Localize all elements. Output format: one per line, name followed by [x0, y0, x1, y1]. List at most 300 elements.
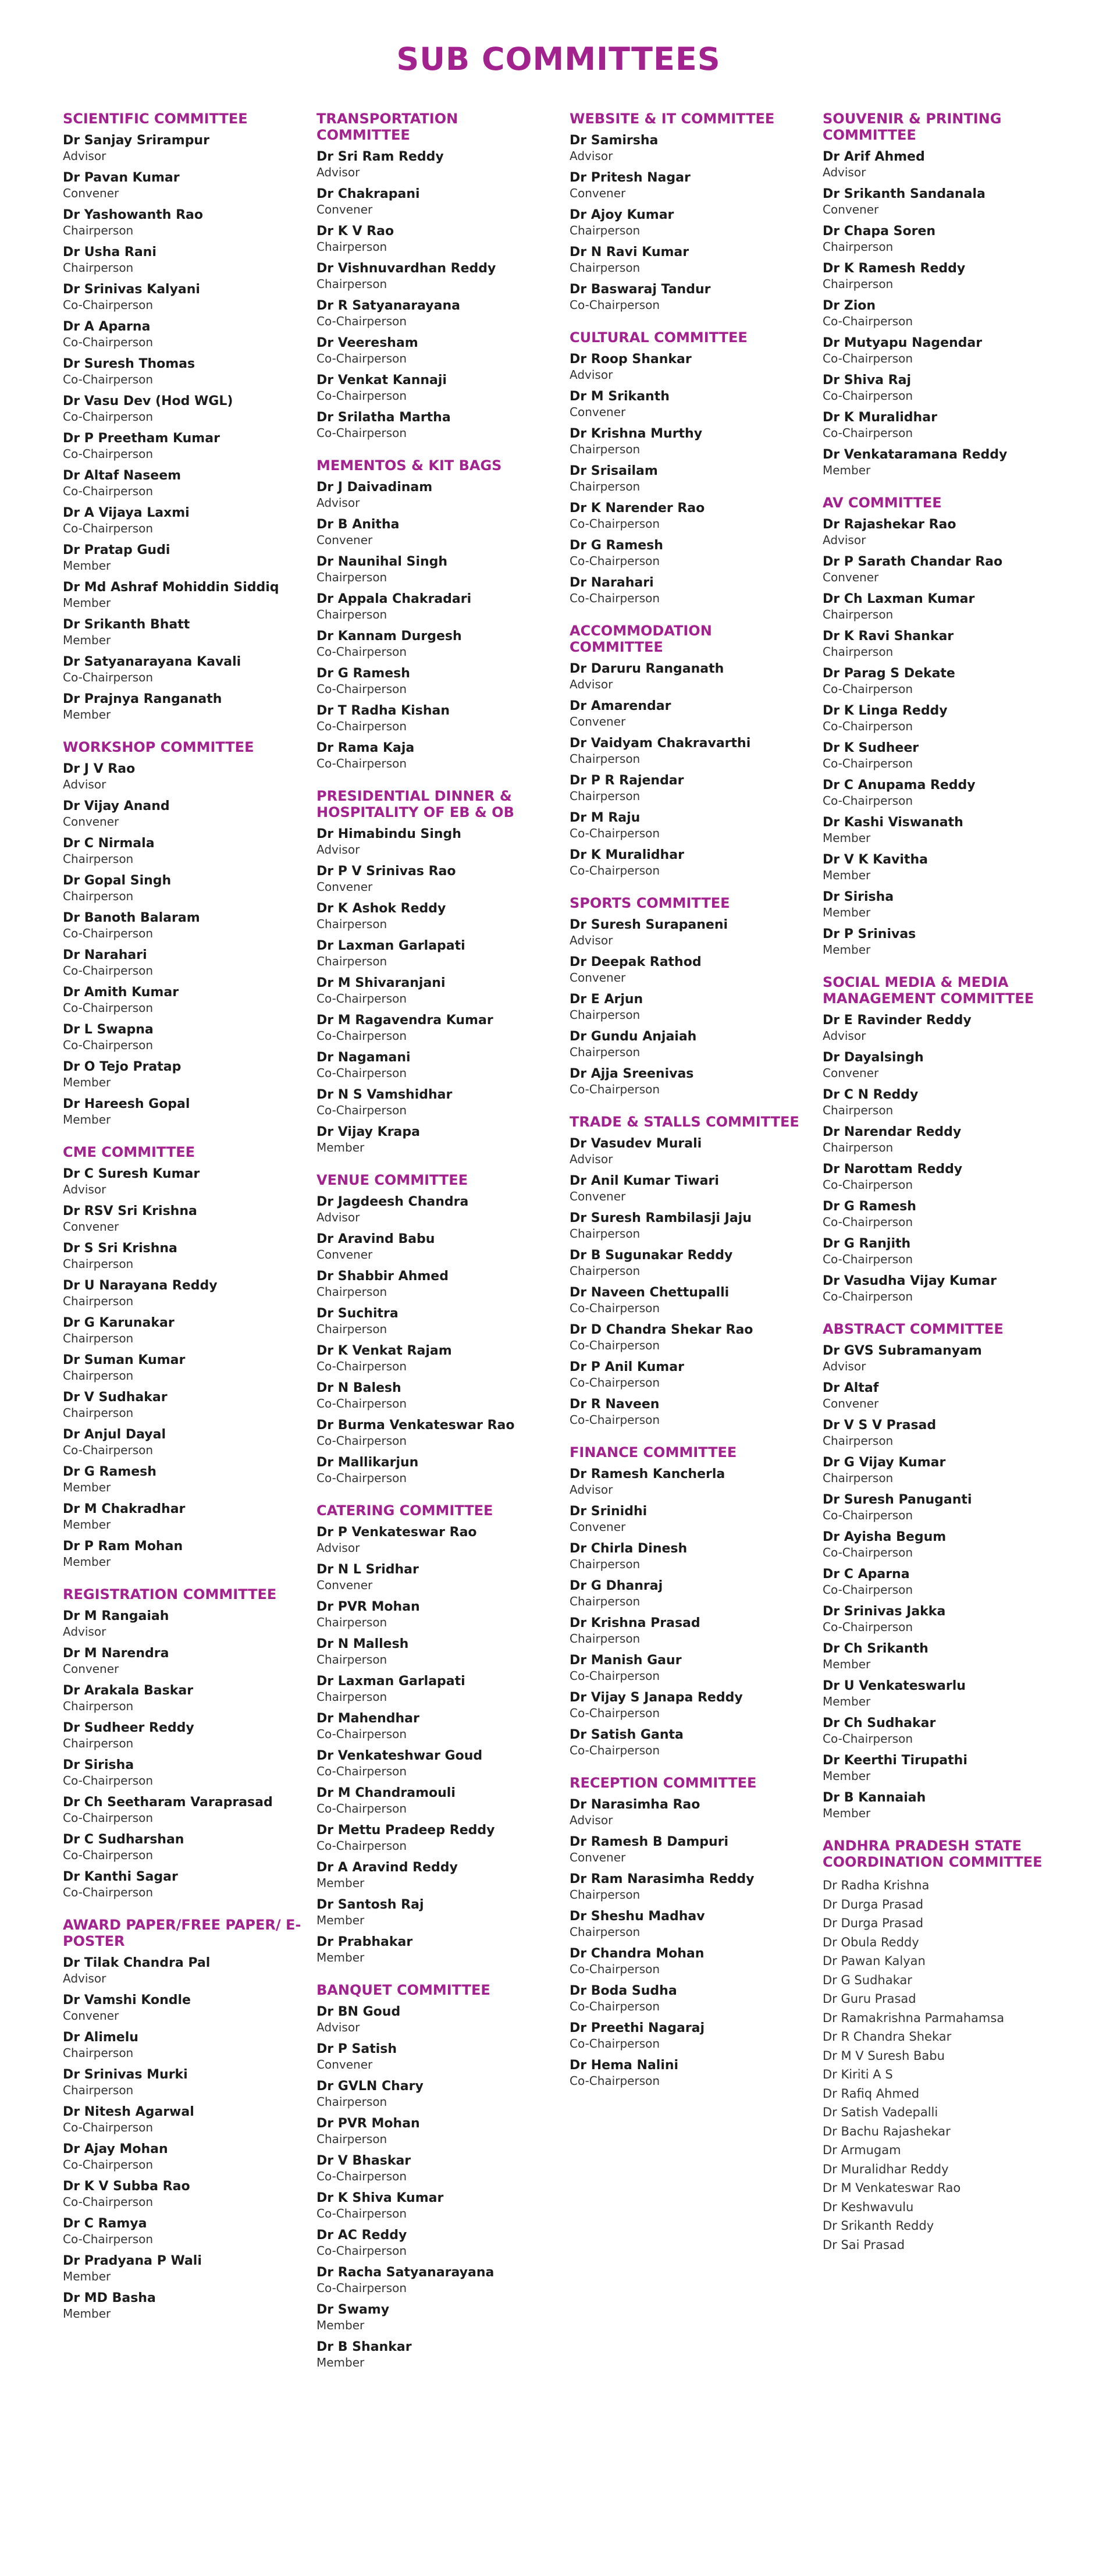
- committee-block: [63, 739, 301, 1127]
- member-entry: [63, 542, 301, 573]
- member-entry: [570, 1397, 808, 1427]
- member-name: Dr Bachu Rajashekar: [823, 2124, 951, 2138]
- member-role: Convener: [63, 186, 119, 200]
- member-role: Member: [63, 1113, 111, 1127]
- member-role: Chairperson: [823, 277, 894, 291]
- member-name: Dr Ramesh B Dampuri: [570, 1835, 729, 1849]
- member-entry: [570, 1029, 808, 1059]
- committee-block: [570, 1444, 808, 1757]
- member-entry: [570, 1173, 808, 1203]
- member-entry: [316, 1012, 555, 1043]
- member-entry: [823, 1417, 1061, 1448]
- member-name: Dr G Ramesh: [316, 666, 410, 681]
- member-name: Dr Venkataramana Reddy: [823, 447, 1008, 462]
- member-name: Dr AC Reddy: [316, 2228, 407, 2243]
- member-name: Dr Kiriti A S: [823, 2067, 893, 2081]
- member-role: Co-Chairperson: [570, 2037, 660, 2051]
- member-entry: [570, 1578, 808, 1608]
- member-entry: [570, 500, 808, 531]
- member-name: Dr G Ramesh: [63, 1465, 156, 1479]
- committee-block: [570, 1114, 808, 1427]
- committee-block: [63, 1917, 301, 2321]
- member-entry: [316, 2302, 555, 2332]
- member-entry: [316, 864, 555, 894]
- member-name: Dr GVLN Chary: [316, 2079, 424, 2094]
- committee-title: REGISTRATION COMMITTEE: [63, 1586, 277, 1603]
- member-name: Dr Chapa Soren: [823, 224, 936, 239]
- member-role: Co-Chairperson: [316, 1727, 407, 1741]
- member-role: Chairperson: [316, 954, 387, 968]
- member-name: Dr C Anupama Reddy: [823, 778, 976, 793]
- member-name: Dr Rafiq Ahmed: [823, 2086, 920, 2101]
- member-name: Dr P V Srinivas Rao: [316, 864, 456, 879]
- member-name: Dr Srinivas Murki: [63, 2067, 188, 2082]
- member-role: Chairperson: [63, 2046, 134, 2060]
- member-role: Member: [63, 596, 111, 610]
- member-entry: [316, 1599, 555, 1629]
- member-entry: [316, 901, 555, 931]
- member-name: Dr C Suresh Kumar: [63, 1167, 200, 1181]
- member-entry: [63, 580, 301, 610]
- member-role: Chairperson: [63, 223, 134, 237]
- member-name: Dr Suman Kumar: [63, 1353, 186, 1367]
- member-role: Convener: [823, 1066, 879, 1080]
- member-role: Advisor: [63, 1625, 106, 1639]
- member-name: Dr Hema Nalini: [570, 2058, 679, 2073]
- member-entry: [316, 740, 555, 770]
- member-role: Member: [316, 1876, 365, 1890]
- member-name: Dr S Sri Krishna: [63, 1241, 177, 1256]
- committee-title: SCIENTIFIC COMMITTEE: [63, 111, 248, 127]
- member-entry: [823, 2103, 1061, 2122]
- member-entry: [823, 554, 1061, 584]
- member-role: Co-Chairperson: [570, 298, 660, 312]
- member-name: Dr N Mallesh: [316, 1637, 409, 1651]
- member-entry: [823, 703, 1061, 733]
- member-name: Dr Radha Krishna: [823, 1878, 930, 1892]
- member-name: Dr D Chandra Shekar Rao: [570, 1323, 753, 1337]
- member-name: Dr K Sudheer: [823, 741, 919, 755]
- member-name: Dr T Radha Kishan: [316, 703, 450, 718]
- member-role: Member: [823, 1657, 871, 1671]
- member-entry: [823, 926, 1061, 957]
- member-role: Member: [63, 1075, 111, 1089]
- member-entry: [63, 244, 301, 275]
- member-name: Dr K V Subba Rao: [63, 2179, 190, 2194]
- member-name: Dr C Ramya: [63, 2216, 147, 2231]
- member-entry: [823, 2046, 1061, 2066]
- member-name: Dr Nagamani: [316, 1050, 411, 1065]
- member-name: Dr E Ravinder Reddy: [823, 1013, 972, 1028]
- committee-column-4: [823, 111, 1061, 2272]
- member-name: Dr M Chandramouli: [316, 1786, 456, 1800]
- member-name: Dr Srikanth Reddy: [823, 2219, 934, 2233]
- committee-block: [823, 495, 1061, 957]
- member-role: Co-Chairperson: [63, 1848, 154, 1862]
- member-name: Dr B Anitha: [316, 517, 400, 532]
- member-name: Dr G Ramesh: [570, 538, 663, 553]
- member-name: Dr Rama Kaja: [316, 741, 415, 755]
- member-entry: [63, 1096, 301, 1127]
- member-role: Advisor: [823, 165, 866, 179]
- member-name: Dr K Linga Reddy: [823, 703, 948, 718]
- member-entry: [316, 2265, 555, 2295]
- member-role: Co-Chairperson: [570, 554, 660, 568]
- member-role: Chairperson: [570, 1925, 641, 1939]
- member-entry: [570, 538, 808, 568]
- member-role: Advisor: [316, 1541, 360, 1555]
- member-entry: [823, 1161, 1061, 1192]
- member-role: Chairperson: [316, 2095, 387, 2109]
- member-role: Advisor: [63, 777, 106, 791]
- member-entry: [316, 1897, 555, 1927]
- member-name: Dr Keshwavulu: [823, 2200, 914, 2214]
- member-role: Co-Chairperson: [63, 2158, 154, 2172]
- member-name: Dr Veeresham: [316, 336, 418, 350]
- member-entry: [823, 1380, 1061, 1410]
- committee-block: [570, 111, 808, 312]
- member-role: Co-Chairperson: [823, 794, 913, 808]
- member-role: Co-Chairperson: [63, 670, 154, 684]
- committee-title: PRESIDENTIAL DINNER & HOSPITALITY OF EB & OB: [316, 788, 514, 820]
- member-name: Dr Narahari: [63, 948, 147, 962]
- member-entry: [316, 628, 555, 659]
- committee-title: TRADE & STALLS COMMITTEE: [570, 1114, 799, 1130]
- member-entry: [570, 773, 808, 803]
- member-entry: [316, 1822, 555, 1853]
- member-name: Dr Obula Reddy: [823, 1935, 919, 1949]
- member-name: Dr P Ram Mohan: [63, 1539, 183, 1554]
- member-name: Dr Altaf: [823, 1381, 879, 1395]
- member-entry: [63, 1832, 301, 1862]
- member-name: Dr J V Rao: [63, 762, 136, 776]
- member-role: Co-Chairperson: [63, 1038, 154, 1052]
- member-entry: [823, 1933, 1061, 1952]
- member-name: Dr Ch Seetharam Varaprasad: [63, 1795, 273, 1810]
- member-role: Co-Chairperson: [570, 1999, 660, 2013]
- member-name: Dr Pradyana P Wali: [63, 2254, 202, 2268]
- member-entry: [823, 1455, 1061, 1485]
- member-name: Dr K Muralidhar: [823, 410, 937, 425]
- member-entry: [823, 1952, 1061, 1971]
- member-entry: [63, 1501, 301, 1532]
- member-role: Convener: [316, 533, 373, 547]
- member-role: Member: [823, 943, 871, 957]
- member-role: Chairperson: [570, 1594, 641, 1608]
- member-entry: [63, 207, 301, 237]
- member-entry: [823, 1715, 1061, 1746]
- committee-title: ABSTRACT COMMITTEE: [823, 1321, 1004, 1337]
- member-role: Chairperson: [570, 261, 641, 275]
- member-name: Dr R Satyanarayana: [316, 299, 460, 313]
- member-name: Dr Aravind Babu: [316, 1232, 435, 1246]
- member-role: Chairperson: [63, 852, 134, 866]
- member-entry: [316, 1194, 555, 1224]
- member-entry: [570, 1983, 808, 2013]
- member-role: Co-Chairperson: [570, 517, 660, 531]
- member-role: Convener: [570, 1850, 626, 1864]
- member-entry: [570, 426, 808, 456]
- member-role: Advisor: [316, 843, 360, 857]
- member-entry: [316, 2078, 555, 2109]
- member-entry: [316, 938, 555, 968]
- member-name: Dr Kannam Durgesh: [316, 629, 462, 644]
- member-role: Co-Chairperson: [570, 1376, 660, 1390]
- member-entry: [823, 1087, 1061, 1117]
- member-role: Chairperson: [63, 1406, 134, 1420]
- member-role: Co-Chairperson: [823, 1732, 913, 1746]
- member-name: Dr Guru Prasad: [823, 1992, 916, 2006]
- committee-title: VENUE COMMITTEE: [316, 1172, 468, 1188]
- member-entry: [570, 1136, 808, 1166]
- member-entry: [316, 2041, 555, 2072]
- member-entry: [316, 372, 555, 403]
- committee-block: [316, 457, 555, 770]
- member-name: Dr Mallikarjun: [316, 1455, 419, 1470]
- member-entry: [316, 1785, 555, 1815]
- member-entry: [823, 2122, 1061, 2141]
- member-entry: [316, 1306, 555, 1336]
- member-entry: [63, 1427, 301, 1457]
- member-entry: [63, 1059, 301, 1089]
- committee-title: CULTURAL COMMITTEE: [570, 329, 748, 346]
- member-name: Dr Prajnya Ranganath: [63, 692, 222, 706]
- member-name: Dr Laxman Garlapati: [316, 939, 465, 953]
- committee-block: [63, 1586, 301, 1899]
- member-name: Dr Hareesh Gopal: [63, 1097, 190, 1111]
- member-entry: [316, 2227, 555, 2258]
- member-entry: [63, 2290, 301, 2321]
- member-role: Co-Chairperson: [316, 2169, 407, 2183]
- member-role: Co-Chairperson: [570, 591, 660, 605]
- member-role: Advisor: [316, 496, 360, 510]
- member-name: Dr Ayisha Begum: [823, 1530, 947, 1544]
- member-role: Member: [63, 2269, 111, 2283]
- committee-block: [316, 788, 555, 1154]
- page-title: SUB COMMITTEES: [396, 41, 721, 77]
- member-entry: [316, 2004, 555, 2034]
- committee-block: [316, 1502, 555, 1964]
- member-entry: [63, 836, 301, 866]
- member-role: Chairperson: [570, 1264, 641, 1278]
- member-role: Co-Chairperson: [63, 964, 154, 978]
- member-role: Chairperson: [63, 889, 134, 903]
- member-role: Member: [63, 1518, 111, 1532]
- member-role: Convener: [316, 880, 373, 894]
- member-role: Chairperson: [316, 240, 387, 254]
- member-entry: [63, 1608, 301, 1639]
- member-entry: [823, 410, 1061, 440]
- committee-block: [570, 329, 808, 605]
- member-name: Dr K Ramesh Reddy: [823, 261, 966, 276]
- member-name: Dr M Raju: [570, 811, 641, 825]
- member-name: Dr Baswaraj Tandur: [570, 282, 711, 297]
- member-entry: [823, 2009, 1061, 2028]
- member-entry: [823, 261, 1061, 291]
- member-role: Co-Chairperson: [570, 1082, 660, 1096]
- member-entry: [823, 777, 1061, 808]
- member-role: Chairperson: [63, 2083, 134, 2097]
- member-name: Dr Gopal Singh: [63, 873, 172, 888]
- member-entry: [316, 1124, 555, 1154]
- member-name: Dr Arif Ahmed: [823, 150, 925, 164]
- member-role: Co-Chairperson: [316, 2281, 407, 2295]
- member-name: Dr Mahendhar: [316, 1711, 419, 1726]
- member-name: Dr Sanjay Srirampur: [63, 133, 209, 148]
- member-role: Co-Chairperson: [823, 351, 913, 365]
- member-role: Chairperson: [316, 1285, 387, 1299]
- member-name: Dr G Ramesh: [823, 1199, 916, 1214]
- member-role: Co-Chairperson: [316, 1359, 407, 1373]
- member-name: Dr Narottam Reddy: [823, 1162, 963, 1177]
- member-entry: [63, 2067, 301, 2097]
- member-role: Convener: [823, 570, 879, 584]
- member-entry: [823, 1124, 1061, 1154]
- member-entry: [316, 1455, 555, 1485]
- member-role: Chairperson: [316, 1690, 387, 1704]
- member-name: Dr M Srikanth: [570, 389, 670, 404]
- member-name: Dr GVS Subramanyam: [823, 1344, 982, 1358]
- member-name: Dr A Aravind Reddy: [316, 1860, 458, 1875]
- member-name: Dr Amarendar: [570, 699, 671, 713]
- member-entry: [316, 1636, 555, 1667]
- member-role: Advisor: [570, 149, 613, 163]
- member-entry: [63, 2030, 301, 2060]
- member-role: Chairperson: [823, 1103, 894, 1117]
- committee-block: [823, 111, 1061, 477]
- member-entry: [316, 1748, 555, 1778]
- member-entry: [570, 2058, 808, 2088]
- member-role: Co-Chairperson: [823, 719, 913, 733]
- member-entry: [823, 1895, 1061, 1914]
- member-name: Dr Narendar Reddy: [823, 1125, 962, 1139]
- member-role: Co-Chairperson: [316, 351, 407, 365]
- member-entry: [823, 298, 1061, 328]
- member-entry: [316, 410, 555, 440]
- member-role: Co-Chairperson: [823, 314, 913, 328]
- member-name: Dr Mutyapu Nagendar: [823, 336, 983, 350]
- member-name: Dr M Chakradhar: [63, 1502, 186, 1516]
- member-role: Convener: [63, 815, 119, 829]
- member-role: Convener: [316, 1578, 373, 1592]
- member-name: Dr Laxman Garlapati: [316, 1674, 465, 1689]
- member-entry: [63, 1683, 301, 1713]
- member-entry: [823, 815, 1061, 845]
- member-name: Dr Himabindu Singh: [316, 827, 461, 841]
- member-role: Advisor: [570, 1483, 613, 1497]
- member-entry: [570, 244, 808, 275]
- committee-block: [570, 1775, 808, 2088]
- member-entry: [823, 335, 1061, 365]
- member-entry: [570, 698, 808, 729]
- member-entry: [316, 1343, 555, 1373]
- member-role: Chairperson: [63, 261, 134, 275]
- member-entry: [63, 1646, 301, 1676]
- member-entry: [63, 1869, 301, 1899]
- committee-title: SPORTS COMMITTEE: [570, 895, 730, 911]
- member-entry: [823, 2198, 1061, 2217]
- member-role: Chairperson: [823, 1434, 894, 1448]
- member-name: Dr Amith Kumar: [63, 985, 179, 1000]
- member-name: Dr Nitesh Agarwal: [63, 2105, 194, 2119]
- member-role: Chairperson: [63, 1736, 134, 1750]
- member-entry: [63, 1539, 301, 1569]
- member-entry: [823, 223, 1061, 254]
- member-role: Chairperson: [316, 1653, 387, 1667]
- member-name: Dr Satish Ganta: [570, 1728, 684, 1742]
- member-name: Dr Narahari: [570, 575, 654, 590]
- member-entry: [316, 223, 555, 254]
- member-name: Dr Arakala Baskar: [63, 1683, 194, 1698]
- member-name: Dr Tilak Chandra Pal: [63, 1956, 211, 1970]
- member-role: Advisor: [63, 149, 106, 163]
- member-role: Co-Chairperson: [823, 756, 913, 770]
- member-role: Co-Chairperson: [316, 2244, 407, 2258]
- member-role: Co-Chairperson: [63, 1885, 154, 1899]
- member-role: Co-Chairperson: [570, 1706, 660, 1720]
- member-role: Member: [823, 1694, 871, 1708]
- member-role: Co-Chairperson: [316, 389, 407, 403]
- committee-title: SOUVENIR & PRINTING COMMITTEE: [823, 111, 1002, 143]
- member-name: Dr Jagdeesh Chandra: [316, 1195, 469, 1209]
- member-role: Co-Chairperson: [63, 335, 154, 349]
- committee-title: WORKSHOP COMMITTEE: [63, 739, 254, 755]
- member-name: Dr Srinivas Kalyani: [63, 282, 200, 297]
- member-role: Convener: [63, 2009, 119, 2023]
- member-role: Member: [823, 1769, 871, 1783]
- member-name: Dr Satish Vadepalli: [823, 2105, 938, 2119]
- member-entry: [823, 1790, 1061, 1820]
- member-role: Co-Chairperson: [570, 2074, 660, 2088]
- member-name: Dr Anjul Dayal: [63, 1427, 166, 1442]
- member-entry: [823, 1876, 1061, 1895]
- member-role: Chairperson: [570, 1227, 641, 1241]
- member-role: Chairperson: [570, 479, 641, 493]
- member-role: Convener: [316, 202, 373, 216]
- member-role: Member: [63, 2307, 111, 2321]
- member-role: Member: [316, 1950, 365, 1964]
- member-entry: [823, 149, 1061, 179]
- member-role: Co-Chairperson: [823, 1508, 913, 1522]
- member-entry: [570, 1909, 808, 1939]
- member-entry: [570, 847, 808, 877]
- member-name: Dr Ch Sudhakar: [823, 1716, 936, 1731]
- member-name: Dr Vasudha Vijay Kumar: [823, 1274, 997, 1288]
- member-role: Advisor: [570, 933, 613, 947]
- member-role: Convener: [316, 1248, 373, 1262]
- member-name: Dr Deepak Rathod: [570, 955, 702, 969]
- member-entry: [63, 2253, 301, 2283]
- member-name: Dr N Ravi Kumar: [570, 245, 689, 260]
- member-role: Co-Chairperson: [570, 826, 660, 840]
- committee-block: [316, 111, 555, 440]
- member-name: Dr V K Kavitha: [823, 852, 928, 867]
- member-name: Dr P Srinivas: [823, 927, 916, 941]
- member-entry: [63, 873, 301, 903]
- member-entry: [316, 1087, 555, 1117]
- member-entry: [570, 1727, 808, 1757]
- member-name: Dr Vijay Anand: [63, 799, 170, 813]
- member-entry: [63, 1757, 301, 1788]
- committee-block: [316, 1172, 555, 1485]
- member-name: Dr Alimelu: [63, 2030, 138, 2045]
- committee-title: FINANCE COMMITTEE: [570, 1444, 737, 1461]
- member-entry: [570, 736, 808, 766]
- member-role: Co-Chairperson: [63, 298, 154, 312]
- member-entry: [570, 1653, 808, 1683]
- member-role: Advisor: [570, 677, 613, 691]
- member-role: Co-Chairperson: [316, 756, 407, 770]
